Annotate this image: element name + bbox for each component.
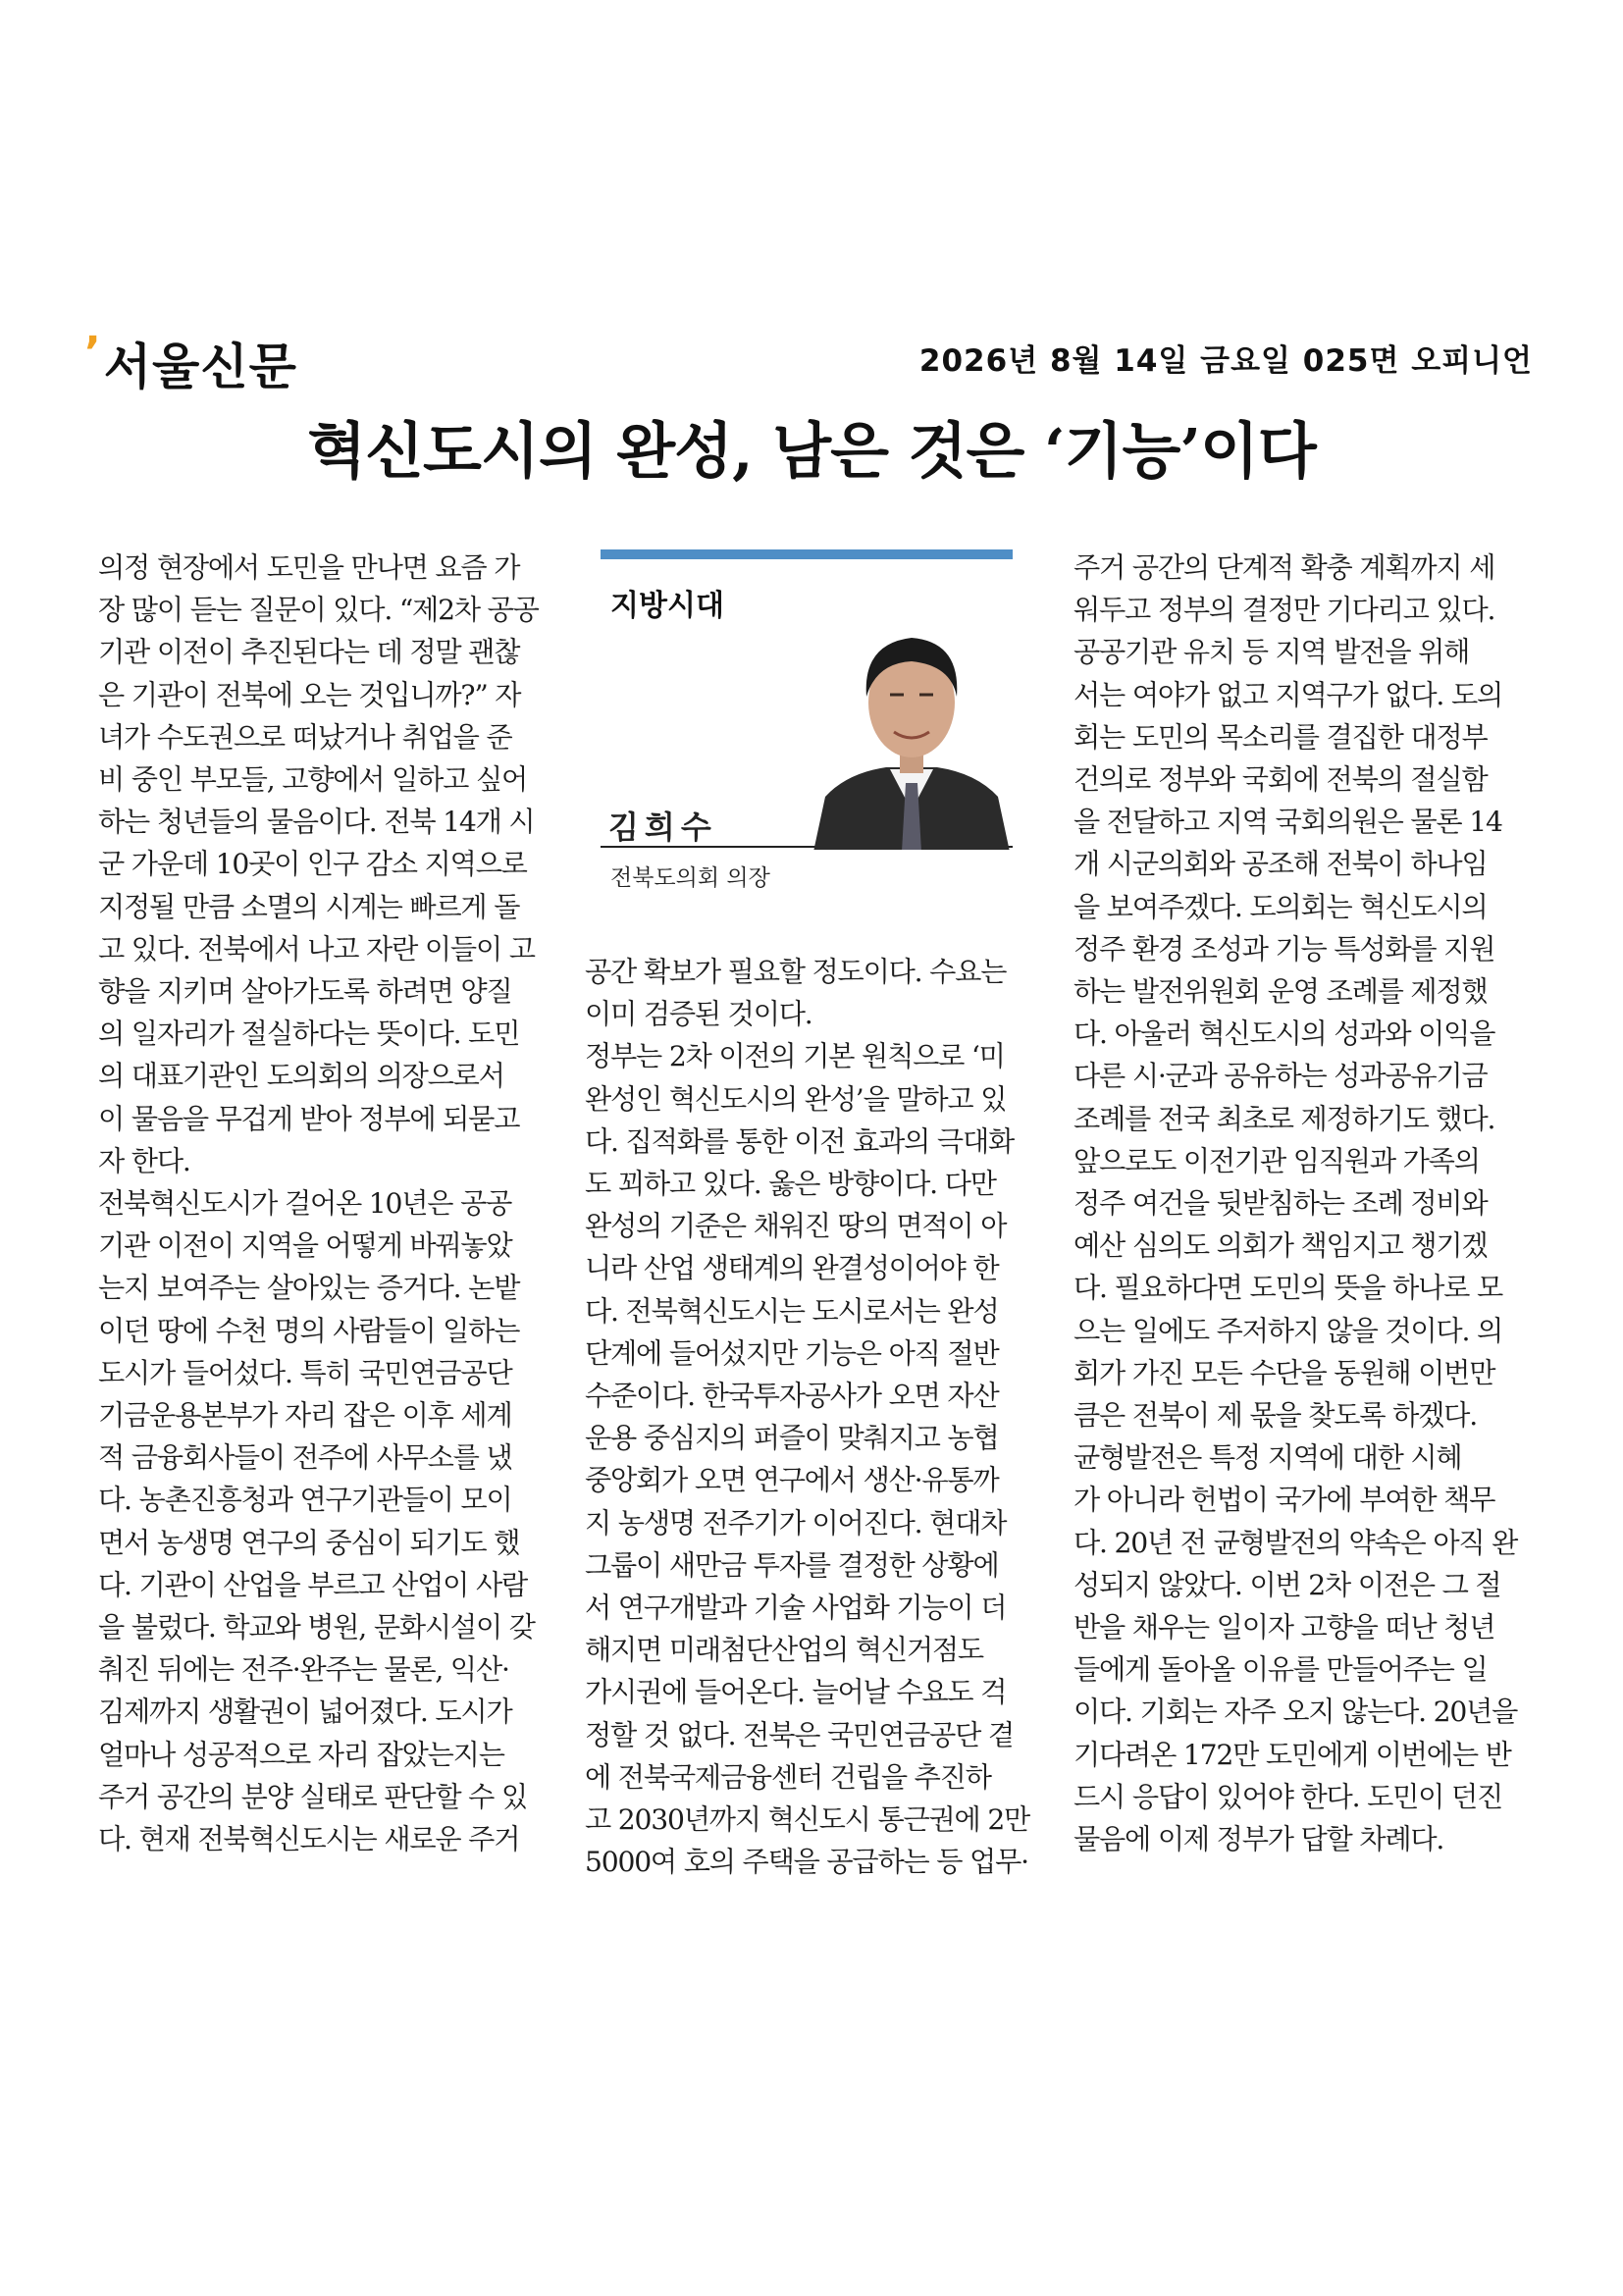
article-line: 정주 환경 조성과 기능 특성화를 지원 xyxy=(1073,932,1495,965)
article-line: 중앙회가 오면 연구에서 생산·유통까 xyxy=(585,1464,999,1497)
body-column-3 xyxy=(1073,547,1535,1860)
article-line: 고 2030년까지 혁신도시 통근권에 2만 xyxy=(585,1803,1030,1837)
article-line: 도 꾀하고 있다. 옳은 방향이다. 다만 xyxy=(585,1168,996,1201)
article-line: 완성의 기준은 채워진 땅의 면적이 아 xyxy=(585,1210,1007,1243)
article-line: 군 가운데 10곳이 인구 감소 지역으로 xyxy=(98,848,527,881)
article-line: 하는 발전위원회 운영 조례를 제정했 xyxy=(1073,975,1488,1009)
article-line: 다. 20년 전 균형발전의 약속은 아직 완 xyxy=(1073,1526,1518,1559)
article-line: 단계에 들어섰지만 기능은 아직 절반 xyxy=(585,1336,999,1370)
article-line: 다. 농촌진흥청과 연구기관들이 모이 xyxy=(98,1484,512,1517)
article-line: 균형발전은 특정 지역에 대한 시혜 xyxy=(1073,1441,1462,1475)
article-line: 기다려온 172만 도민에게 이번에는 반 xyxy=(1073,1738,1511,1771)
article-line: 서는 여야가 없고 지역구가 없다. 도의 xyxy=(1073,678,1502,711)
masthead-mark: ’ xyxy=(84,328,102,378)
article-line: 으는 일에도 주저하지 않을 것이다. 의 xyxy=(1073,1314,1502,1347)
article-line: 향을 지키며 살아가도록 하려면 양질 xyxy=(98,975,512,1009)
column-name: 지방시대 xyxy=(610,589,724,623)
article-line: 이다. 기회는 자주 오지 않는다. 20년을 xyxy=(1073,1696,1518,1729)
article-line: 조례를 전국 최초로 제정하기도 했다. xyxy=(1073,1102,1495,1135)
article-line: 정부는 2차 이전의 기본 원칙으로 ‘미 xyxy=(585,1040,1005,1073)
article-line: 이 물음을 무겁게 받아 정부에 되묻고 xyxy=(98,1102,520,1135)
article-line: 얼마나 성공적으로 자리 잡았는지는 xyxy=(98,1738,504,1771)
article-line: 장 많이 듣는 질문이 있다. “제2차 공공 xyxy=(98,594,539,627)
article-line: 물음에 이제 정부가 답할 차례다. xyxy=(1073,1823,1444,1856)
article-line: 적 금융회사들이 전주에 사무소를 냈 xyxy=(98,1441,512,1475)
article-line: 큼은 전북이 제 몫을 찾도록 하겠다. xyxy=(1073,1399,1477,1433)
article-line: 수준이다. 한국투자공사가 오면 자산 xyxy=(585,1380,999,1413)
article-line: 회가 가진 모든 수단을 동원해 이번만 xyxy=(1073,1356,1495,1389)
article-line: 주거 공간의 분양 실태로 판단할 수 있 xyxy=(98,1780,527,1813)
article-line: 앞으로도 이전기관 임직원과 가족의 xyxy=(1073,1144,1480,1177)
article-line: 지 농생명 전주기가 이어진다. 현대차 xyxy=(585,1506,1007,1539)
article-line: 정주 여건을 뒷받침하는 조례 정비와 xyxy=(1073,1187,1488,1221)
article-line: 의정 현장에서 도민을 만나면 요즘 가 xyxy=(98,551,520,584)
article-line: 이미 검증된 것이다. xyxy=(585,998,812,1031)
article-line: 지정될 만큼 소멸의 시계는 빠르게 돌 xyxy=(98,890,520,923)
article-line: 는지 보여주는 살아있는 증거다. 논밭 xyxy=(98,1272,520,1305)
dateline: 2026년 8월 14일 금요일 025면 오피니언 xyxy=(918,343,1533,379)
article-line: 을 불렀다. 학교와 병원, 문화시설이 갖 xyxy=(98,1611,535,1644)
article-line: 5000여 호의 주택을 공급하는 등 업무· xyxy=(585,1846,1028,1879)
article-line: 을 전달하고 지역 국회의원은 물론 14 xyxy=(1073,806,1502,839)
body-column-1 xyxy=(98,547,559,1860)
article-line: 을 보여주겠다. 도의회는 혁신도시의 xyxy=(1073,890,1488,923)
article-line: 면서 농생명 연구의 중심이 되기도 했 xyxy=(98,1526,520,1559)
article-line: 그룹이 새만금 투자를 결정한 상황에 xyxy=(585,1548,999,1582)
article-line: 춰진 뒤에는 전주·완주는 물론, 익산· xyxy=(98,1653,509,1687)
article-line: 고 있다. 전북에서 나고 자란 이들이 고 xyxy=(98,932,535,965)
article-line: 다. 집적화를 통한 이전 효과의 극대화 xyxy=(585,1124,1014,1158)
article-line: 건의로 정부와 국회에 전북의 절실함 xyxy=(1073,763,1488,797)
article-line: 기금운용본부가 자리 잡은 이후 세계 xyxy=(98,1399,512,1433)
article-line: 다. 전북혁신도시는 도시로서는 완성 xyxy=(585,1294,999,1328)
masthead-name: 서울신문 xyxy=(103,339,297,395)
article-line: 회는 도민의 목소리를 결집한 대정부 xyxy=(1073,720,1488,754)
author-title: 전북도의회 의장 xyxy=(610,865,770,891)
article-line: 워두고 정부의 결정만 기다리고 있다. xyxy=(1073,594,1495,627)
article-line: 전북혁신도시가 걸어온 10년은 공공 xyxy=(98,1187,512,1221)
article-line: 주거 공간의 단계적 확충 계획까지 세 xyxy=(1073,551,1495,584)
article-line: 공공기관 유치 등 지역 발전을 위해 xyxy=(1073,636,1470,669)
article-line: 성되지 않았다. 이번 2차 이전은 그 절 xyxy=(1073,1568,1501,1601)
article-line: 의 일자리가 절실하다는 뜻이다. 도민 xyxy=(98,1018,520,1051)
article-line: 녀가 수도권으로 떠났거나 취업을 준 xyxy=(98,720,512,754)
article-line: 김제까지 생활권이 넓어졌다. 도시가 xyxy=(98,1696,512,1729)
article-line: 서 연구개발과 기술 사업화 기능이 더 xyxy=(585,1592,1007,1625)
article-line: 개 시군의회와 공조해 전북이 하나임 xyxy=(1073,848,1488,881)
newspaper-masthead xyxy=(84,328,297,398)
article-line: 가 아니라 헌법이 국가에 부여한 책무 xyxy=(1073,1484,1495,1517)
body-column-2 xyxy=(585,951,1046,1883)
article-line: 공간 확보가 필요할 정도이다. 수요는 xyxy=(585,956,1007,988)
article-line: 다. 기관이 산업을 부르고 산업이 사람 xyxy=(98,1568,527,1601)
article-line: 비 중인 부모들, 고향에서 일하고 싶어 xyxy=(98,763,527,797)
article-line: 의 대표기관인 도의회의 의장으로서 xyxy=(98,1060,504,1093)
article-line: 들에게 돌아올 이유를 만들어주는 일 xyxy=(1073,1653,1488,1687)
article-line: 은 기관이 전북에 오는 것입니까?” 자 xyxy=(98,678,521,711)
author-name: 김희수 xyxy=(608,809,717,846)
article-line: 다. 아울러 혁신도시의 성과와 이익을 xyxy=(1073,1018,1495,1051)
article-line: 예산 심의도 의회가 책임지고 챙기겠 xyxy=(1073,1229,1488,1263)
author-photo xyxy=(808,600,1016,852)
article-line: 하는 청년들의 물음이다. 전북 14개 시 xyxy=(98,806,535,839)
article-line: 이던 땅에 수천 명의 사람들이 일하는 xyxy=(98,1314,520,1347)
article-line: 반을 채우는 일이자 고향을 떠난 청년 xyxy=(1073,1611,1495,1644)
article-line: 도시가 들어섰다. 특히 국민연금공단 xyxy=(98,1356,512,1389)
article-line: 에 전북국제금융센터 건립을 추진하 xyxy=(585,1760,991,1794)
article-line: 기관 이전이 추진된다는 데 정말 괜찮 xyxy=(98,636,520,669)
article-line: 기관 이전이 지역을 어떻게 바꿔놓았 xyxy=(98,1229,512,1263)
article-line: 드시 응답이 있어야 한다. 도민이 던진 xyxy=(1073,1780,1502,1813)
article-line: 해지면 미래첨단산업의 혁신거점도 xyxy=(585,1634,983,1667)
article-line: 정할 것 없다. 전북은 국민연금공단 곁 xyxy=(585,1718,1014,1751)
article-line: 다른 시·군과 공유하는 성과공유기금 xyxy=(1073,1060,1488,1093)
column-accent-bar xyxy=(601,549,1013,559)
article-line: 자 한다. xyxy=(98,1144,190,1177)
article-line: 가시권에 들어온다. 늘어날 수요도 걱 xyxy=(585,1676,1007,1709)
headline: 혁신도시의 완성, 남은 것은 ‘기능’이다 xyxy=(307,415,1316,487)
article-line: 니라 산업 생태계의 완결성이어야 한 xyxy=(585,1252,999,1285)
article-line: 완성인 혁신도시의 완성’을 말하고 있 xyxy=(585,1082,1007,1116)
article-line: 다. 필요하다면 도민의 뜻을 하나로 모 xyxy=(1073,1272,1502,1305)
article-line: 운용 중심지의 퍼즐이 맞춰지고 농협 xyxy=(585,1422,999,1455)
article-line: 다. 현재 전북혁신도시는 새로운 주거 xyxy=(98,1823,520,1856)
